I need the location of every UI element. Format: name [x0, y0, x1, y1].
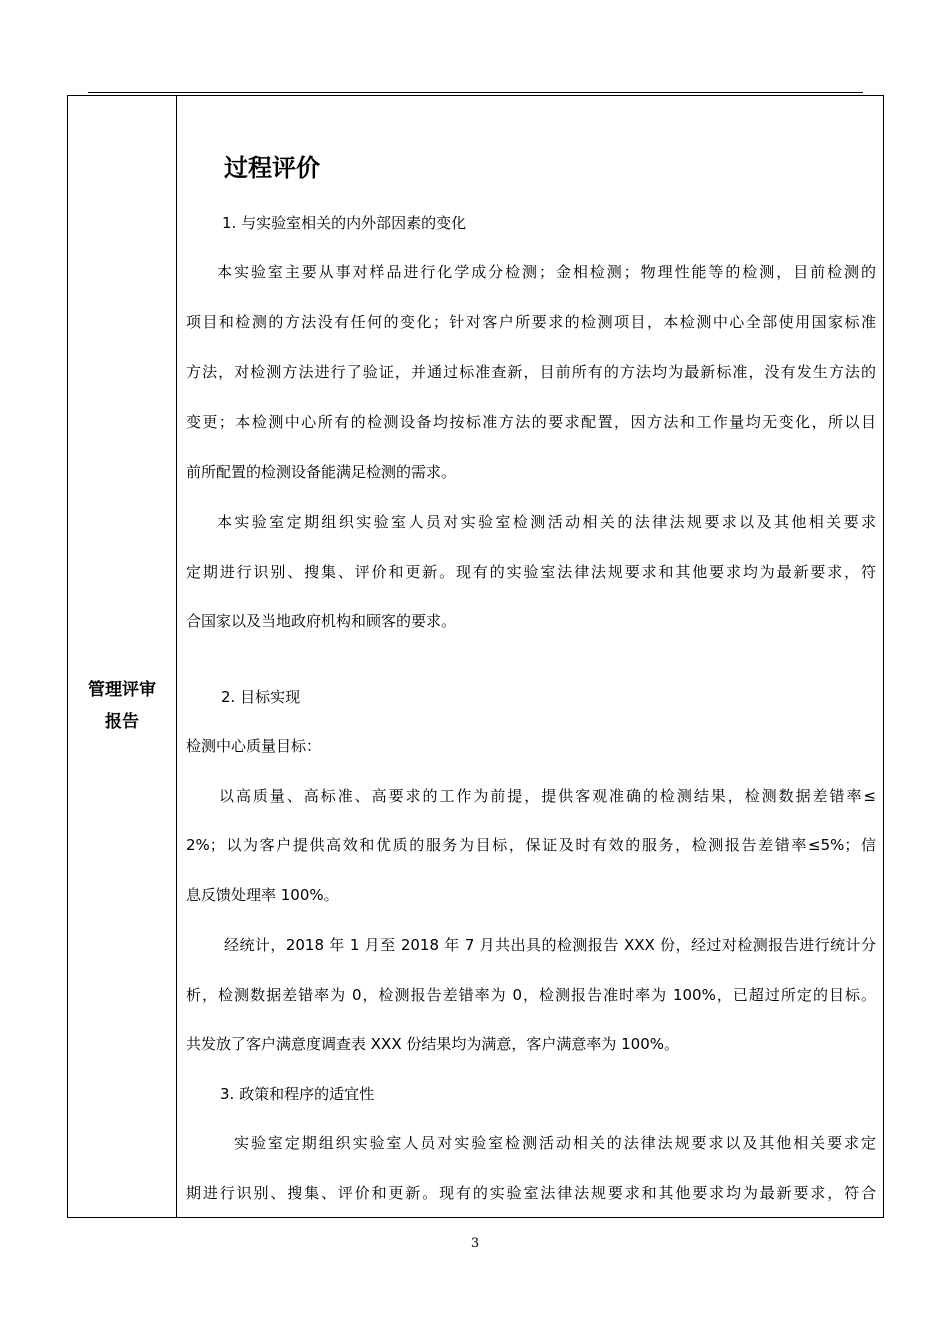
side-label: [68, 674, 176, 738]
paragraph-line: 本实验室定期组织实验室人员对实验室检测活动相关的法律法规要求以及其他相关要求: [217, 513, 876, 531]
paragraph-line: 析，检测数据差错率为 0，检测报告差错率为 0，检测报告准时率为 100%，已超过所定的目标。: [186, 986, 876, 1004]
paragraph-line: 定期进行识别、搜集、评价和更新。现有的实验室法律法规要求和其他要求均为最新要求，符: [186, 563, 876, 581]
side-label-line-1: 管理评审: [88, 680, 156, 700]
paragraph-line: 经统计，2018 年 1 月至 2018 年 7 月共出具的检测报告 XXX 份，经过对检测报告进行统计分: [224, 936, 876, 954]
paragraph-line: 共发放了客户满意度调查表 XXX 份结果均为满意，客户满意率为 100%。: [186, 1035, 680, 1053]
paragraph-line: 息反馈处理率 100%。: [186, 886, 339, 904]
paragraph-line: 本实验室主要从事对样品进行化学成分检测；金相检测；物理性能等的检测，目前检测的: [217, 263, 876, 281]
paragraph-line: 期进行识别、搜集、评价和更新。现有的实验室法律法规要求和其他要求均为最新要求，符合: [186, 1184, 876, 1202]
paragraph-line: 方法，对检测方法进行了验证，并通过标准查新，目前所有的方法均为最新标准，没有发生方法的: [186, 363, 876, 381]
section-2-subtitle: 检测中心质量目标：: [186, 737, 322, 755]
column-divider: [176, 96, 177, 1217]
header-rule: [88, 92, 863, 93]
paragraph-line: 以高质量、高标准、高要求的工作为前提，提供客观准确的检测结果，检测数据差错率≤: [219, 787, 876, 805]
section-3-title: 3. 政策和程序的适宜性: [220, 1085, 375, 1103]
section-1-title: 1. 与实验室相关的内外部因素的变化: [222, 214, 467, 232]
page-number: 3: [470, 1236, 480, 1251]
paragraph-line: 变更；本检测中心所有的检测设备均按标准方法的要求配置，因方法和工作量均无变化，所以目: [186, 413, 876, 431]
report-table: [67, 95, 884, 1218]
side-label-line-2: 报告: [105, 712, 139, 732]
section-2-title: 2. 目标实现: [221, 688, 301, 706]
paragraph-line: 2%；以为客户提供高效和优质的服务为目标，保证及时有效的服务，检测报告差错率≤5%；信: [186, 836, 876, 854]
paragraph-line: 合国家以及当地政府机构和顾客的要求。: [186, 612, 457, 630]
paragraph-line: 前所配置的检测设备能满足检测的需求。: [186, 463, 457, 481]
paragraph-line: 实验室定期组织实验室人员对实验室检测活动相关的法律法规要求以及其他相关要求定: [234, 1134, 876, 1152]
page-title: 过程评价: [224, 154, 320, 182]
paragraph-line: 项目和检测的方法没有任何的变化；针对客户所要求的检测项目，本检测中心全部使用国家标准: [186, 313, 876, 331]
